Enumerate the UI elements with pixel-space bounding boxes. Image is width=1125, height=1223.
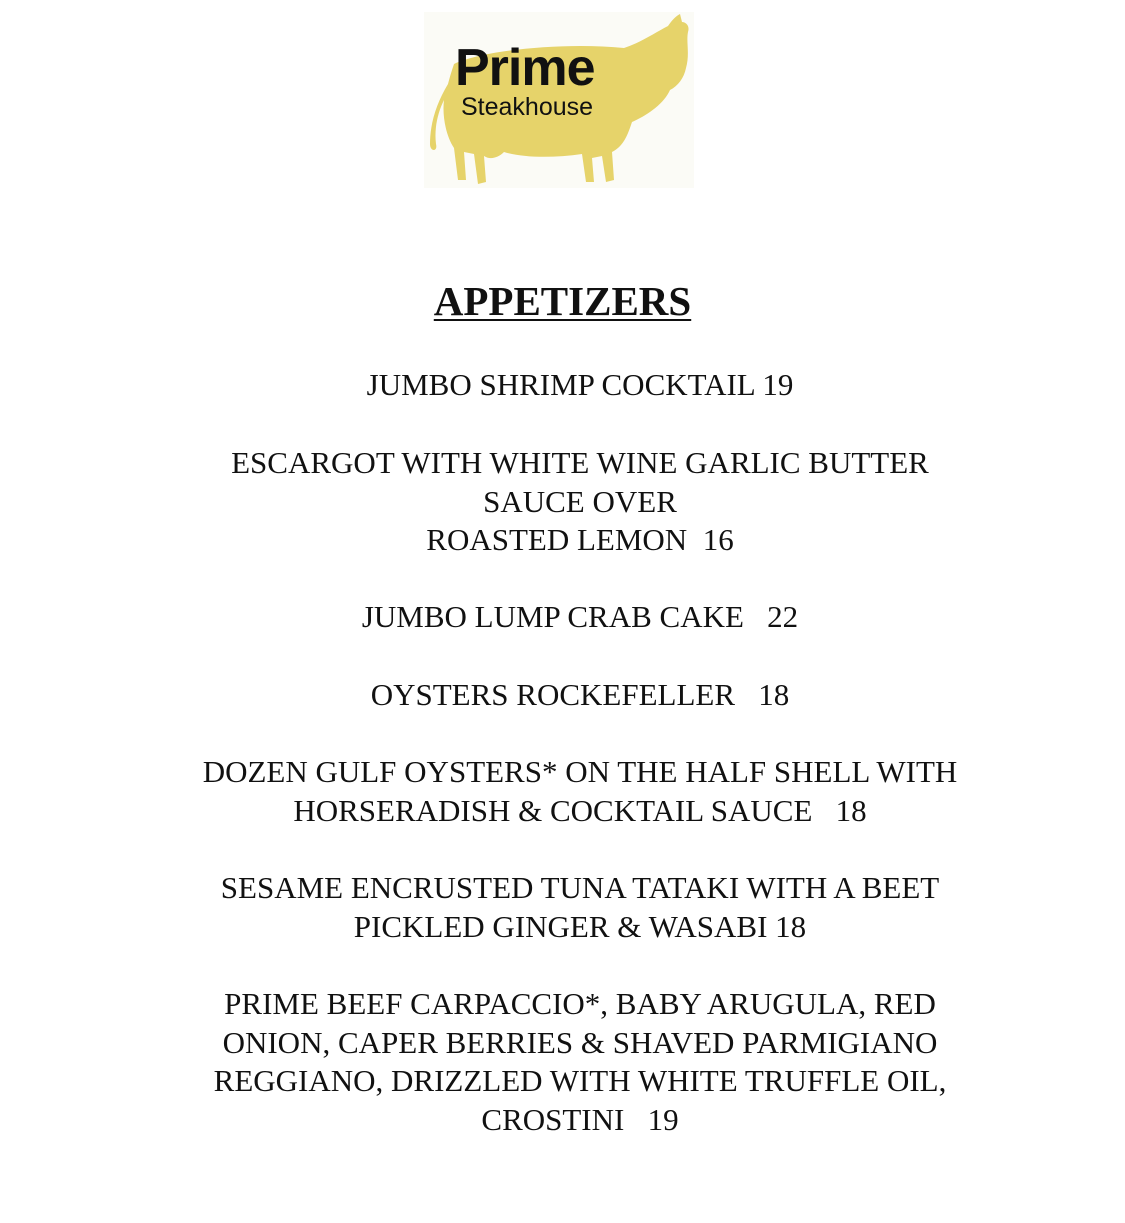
restaurant-logo: [424, 12, 694, 188]
menu-item: ESCARGOT WITH WHITE WINE GARLIC BUTTER SAUCE OVER ROASTED LEMON 16: [231, 445, 929, 558]
menu-item: DOZEN GULF OYSTERS* ON THE HALF SHELL WITH HORSERADISH & COCKTAIL SAUCE 18: [202, 754, 958, 828]
menu-item: JUMBO SHRIMP COCKTAIL 19: [366, 367, 794, 402]
menu-item: JUMBO LUMP CRAB CAKE 22: [361, 599, 799, 634]
logo-brand-name: Prime: [455, 39, 595, 97]
menu-item: OYSTERS ROCKEFELLER 18: [370, 677, 790, 712]
menu-item: SESAME ENCRUSTED TUNA TATAKI WITH A BEET PICKLED GINGER & WASABI 18: [220, 870, 940, 944]
logo-tagline: Steakhouse: [461, 93, 594, 121]
menu-item: PRIME BEEF CARPACCIO*, BABY ARUGULA, RED ONION, CAPER BERRIES & SHAVED PARMIGIANO REGGIANO, DRIZZLED WITH WHITE TRUFFLE OIL, CROSTINI 19: [213, 986, 947, 1138]
section-title: APPETIZERS: [433, 278, 692, 324]
